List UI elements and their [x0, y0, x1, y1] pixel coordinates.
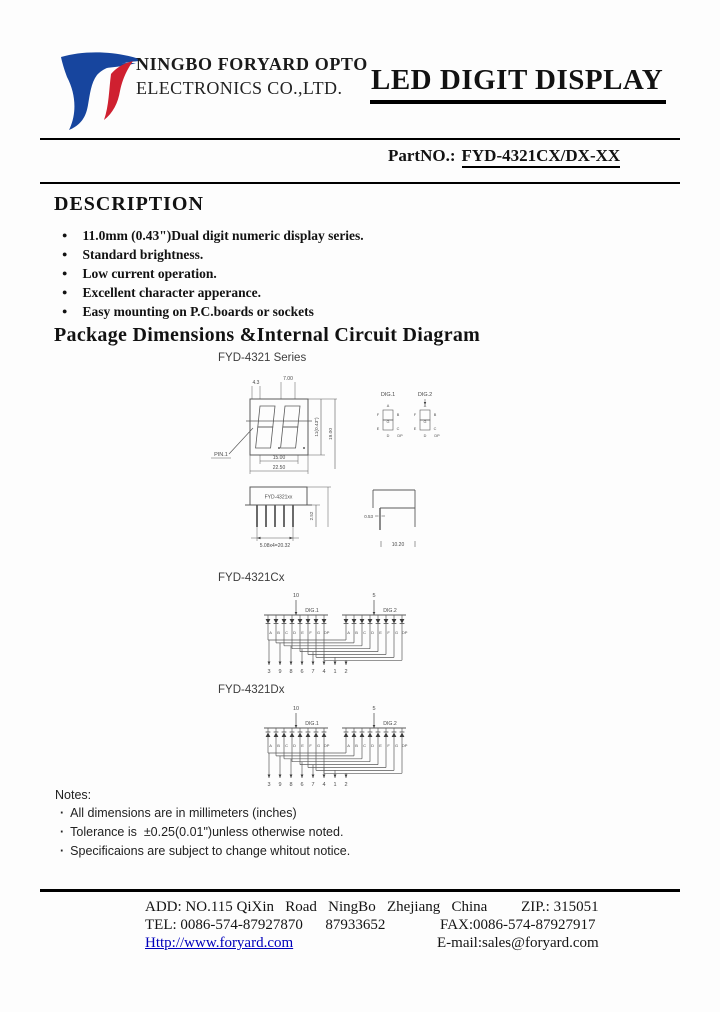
segment-label: D [293, 630, 297, 635]
diode-icon [322, 619, 327, 624]
bottom-pin-label: 9 [278, 782, 282, 788]
dim-label-total-height: 19.00 [329, 427, 334, 441]
diode-icon [274, 733, 279, 738]
bottom-pin-arrow-icon [268, 775, 271, 779]
description-bullet: ● Low current operation. [62, 266, 217, 282]
diode-icon [266, 619, 271, 624]
diode-icon [384, 733, 389, 738]
sketch-segment-label: A [386, 404, 390, 408]
segment-label: E [301, 743, 304, 748]
bottom-pin-label: 1 [333, 782, 337, 788]
diagram-rect [383, 410, 393, 420]
segment-label: E [301, 630, 304, 635]
diode-icon [360, 619, 365, 624]
diode-icon [376, 733, 381, 738]
segment-label: F [309, 743, 312, 748]
diode-icon [384, 619, 389, 624]
seven-segment-digit [256, 406, 275, 448]
series-package-diagram [185, 370, 515, 570]
sketch-segment-label: D [386, 434, 390, 438]
common-pin-arrow-icon [295, 612, 298, 615]
logo-swoosh-red-icon [104, 61, 133, 120]
bottom-pin-label: 9 [278, 669, 282, 675]
footer-website-link[interactable]: Http://www.foryard.com [145, 935, 294, 951]
company-logo [56, 50, 141, 130]
common-pin-arrow-icon [373, 612, 376, 615]
sketch-segment-label: G [386, 420, 390, 424]
sketch-segment-label: F [376, 413, 380, 417]
part-number-value: FYD-4321CX/DX-XX [462, 146, 621, 168]
description-heading: DESCRIPTION [54, 193, 204, 215]
dig2-label: DIG.2 [417, 392, 433, 398]
seven-segment-digit [281, 406, 300, 448]
sketch-segment-label: E [413, 427, 417, 431]
dim-label-depth: 10.20 [391, 542, 405, 548]
segment-label: DP [401, 743, 408, 748]
cx-circuit-diagram [242, 585, 417, 680]
bottom-pin-label: 6 [300, 782, 304, 788]
diode-icon [282, 619, 287, 624]
diode-icon [400, 619, 405, 624]
bottom-pin-label: 8 [289, 669, 293, 675]
company-name-line2: ELECTRONICS CO.,LTD. [136, 78, 343, 98]
segment-label: C [285, 630, 289, 635]
footer-email: E-mail:sales@foryard.com [437, 935, 599, 951]
description-bullet: ● Excellent character apperance. [62, 285, 261, 301]
description-bullet: ● Standard brightness. [62, 247, 203, 263]
page-title: LED DIGIT DISPLAY [370, 64, 666, 104]
bottom-pin-label: 7 [311, 669, 315, 675]
sketch-segment-label: D [423, 434, 427, 438]
diode-icon [274, 619, 279, 624]
diode-icon [360, 733, 365, 738]
segment-label: E [379, 630, 382, 635]
bottom-pin-arrow-icon [334, 662, 337, 666]
diode-icon [290, 619, 295, 624]
bottom-pin-label: 7 [311, 782, 315, 788]
bottom-pin-label: 2 [344, 782, 348, 788]
top-pin-label: 5 [372, 593, 376, 599]
sketch-segment-label: B [433, 413, 437, 417]
segment-label: C [363, 630, 367, 635]
bottom-pin-arrow-icon [323, 775, 326, 779]
segment-label: D [371, 630, 375, 635]
dim-label-top-large: 7.00 [283, 376, 293, 382]
dig2-label: DIG.2 [383, 608, 397, 614]
segment-label: F [309, 630, 312, 635]
segment-label: D [371, 743, 375, 748]
segment-label: DP [323, 630, 330, 635]
diagram-arrow-icon [257, 537, 261, 539]
divider-footer [40, 889, 680, 892]
pin1-label: PIN.1 [214, 452, 228, 458]
bottom-pin-arrow-icon [268, 662, 271, 666]
company-name-line1: NINGBO FORYARD OPTO [136, 54, 368, 74]
top-pin-label: 5 [372, 706, 376, 712]
cx-circuit-label: FYD-4321Cx [218, 572, 285, 584]
part-number-label: PartNO.: [388, 146, 456, 165]
diode-icon [298, 733, 303, 738]
dig2-label: DIG.2 [383, 721, 397, 727]
footer-address: ADD: NO.115 QiXin Road NingBo Zhejiang China ZIP.: 315051 [145, 899, 599, 915]
segment-label: A [347, 630, 350, 635]
bottom-pin-arrow-icon [290, 775, 293, 779]
note-item: · All dimensions are in millimeters (inches) [60, 806, 297, 820]
diode-icon [368, 733, 373, 738]
diode-icon [392, 619, 397, 624]
diode-icon [314, 733, 319, 738]
diode-icon [306, 733, 311, 738]
decimal-point [303, 447, 305, 449]
note-item: · Tolerance is ±0.25(0.01")unless otherwise noted. [60, 825, 343, 839]
diode-icon [306, 619, 311, 624]
package-section-heading: Package Dimensions &Internal Circuit Diagram [54, 324, 481, 346]
sketch-segment-label: DP [434, 434, 440, 438]
diode-icon [314, 619, 319, 624]
diode-icon [392, 733, 397, 738]
series-diagram-label: FYD-4321 Series [218, 352, 307, 364]
dim-label-outer-width: 22.50 [272, 465, 286, 471]
segment-label: A [269, 630, 272, 635]
segment-label: C [363, 743, 367, 748]
bottom-pin-arrow-icon [279, 775, 282, 779]
description-bullet: ● Easy mounting on P.C.boards or sockets [62, 304, 314, 320]
bottom-pin-arrow-icon [323, 662, 326, 666]
side-body-label: FYD-4321xx [264, 494, 293, 501]
sketch-segment-label: C [433, 427, 437, 431]
diode-icon [266, 733, 271, 738]
bottom-pin-arrow-icon [334, 775, 337, 779]
sketch-segment-label: F [413, 413, 417, 417]
diode-icon [290, 733, 295, 738]
sketch-segment-label: E [376, 427, 380, 431]
description-bullet: ● 11.0mm (0.43")Dual digit numeric display series. [62, 228, 364, 244]
divider-top [40, 138, 680, 140]
part-number-row [388, 146, 620, 166]
dx-circuit-diagram [242, 698, 417, 793]
segment-label: E [379, 743, 382, 748]
diagram-rect [283, 406, 300, 427]
segment-label: B [277, 743, 280, 748]
diode-icon [344, 733, 349, 738]
diode-icon [344, 619, 349, 624]
segment-label: G [317, 630, 321, 635]
bottom-pin-arrow-icon [312, 662, 315, 666]
footer-fax: FAX:0086-574-87927917 [440, 917, 596, 933]
bottom-pin-label: 3 [267, 782, 271, 788]
divider-under-part [40, 182, 680, 184]
diode-icon [376, 619, 381, 624]
dig1-label: DIG.1 [305, 721, 319, 727]
bottom-pin-label: 6 [300, 669, 304, 675]
segment-label: G [395, 743, 399, 748]
dx-circuit-label: FYD-4321Dx [218, 684, 285, 696]
common-pin-arrow-icon [373, 725, 376, 728]
diode-icon [352, 619, 357, 624]
note-item: · Specificaions are subject to change whitout notice. [60, 844, 350, 858]
diode-icon [322, 733, 327, 738]
segment-label: B [355, 630, 358, 635]
diagram-arrow-icon [290, 537, 294, 539]
diagram-rect [258, 406, 275, 427]
segment-label: C [285, 743, 289, 748]
footer-tel: TEL: 0086-574-87927870 87933652 [145, 917, 386, 933]
bottom-pin-arrow-icon [290, 662, 293, 666]
bottom-pin-label: 3 [267, 669, 271, 675]
bottom-pin-label: 8 [289, 782, 293, 788]
diode-icon [352, 733, 357, 738]
dim-label-lead-width: 0.53 [364, 514, 373, 519]
dim-label-pin-length: 2.52 [309, 511, 314, 521]
decimal-point [278, 447, 280, 449]
sketch-segment-label: A [423, 404, 427, 408]
diode-icon [400, 733, 405, 738]
bottom-pin-arrow-icon [301, 775, 304, 779]
bottom-pin-label: 2 [344, 669, 348, 675]
segment-label: G [317, 743, 321, 748]
diode-icon [368, 619, 373, 624]
dig1-label: DIG.1 [305, 608, 319, 614]
sketch-segment-label: C [396, 427, 400, 431]
segment-label: G [395, 630, 399, 635]
diode-icon [282, 733, 287, 738]
segment-label: A [347, 743, 350, 748]
sketch-segment-label: DP [397, 434, 403, 438]
dig1-label: DIG.1 [380, 392, 396, 398]
diagram-rect [420, 410, 430, 420]
bottom-pin-label: 4 [322, 669, 326, 675]
bottom-pin-arrow-icon [312, 775, 315, 779]
diagram-rect [281, 427, 298, 448]
dim-label-top-small: 4.3 [252, 380, 260, 386]
segment-label: B [277, 630, 280, 635]
bottom-pin-arrow-icon [345, 775, 348, 779]
bottom-pin-arrow-icon [301, 662, 304, 666]
segment-label: DP [401, 630, 408, 635]
segment-label: A [269, 743, 272, 748]
diagram-rect [256, 427, 273, 448]
bottom-pin-arrow-icon [279, 662, 282, 666]
segment-label: F [387, 630, 390, 635]
notes-heading: Notes: [55, 788, 92, 802]
segment-label: DP [323, 743, 330, 748]
diode-icon [298, 619, 303, 624]
pin1-leader-line [229, 428, 253, 454]
sketch-segment-label: G [423, 420, 427, 424]
common-pin-arrow-icon [295, 725, 298, 728]
bottom-pin-arrow-icon [345, 662, 348, 666]
segment-label: B [355, 743, 358, 748]
segment-label: F [387, 743, 390, 748]
bottom-pin-label: 1 [333, 669, 337, 675]
bottom-pin-label: 4 [322, 782, 326, 788]
dim-label-char-height: 11(0.43") [315, 417, 320, 437]
top-pin-label: 10 [292, 706, 300, 712]
top-pin-label: 10 [292, 593, 300, 599]
dim-label-pin-pitch: 5.08x4=20.32 [259, 543, 291, 549]
sketch-segment-label: B [396, 413, 400, 417]
segment-label: D [293, 743, 297, 748]
dim-label-inner-width: 15.00 [272, 455, 286, 461]
